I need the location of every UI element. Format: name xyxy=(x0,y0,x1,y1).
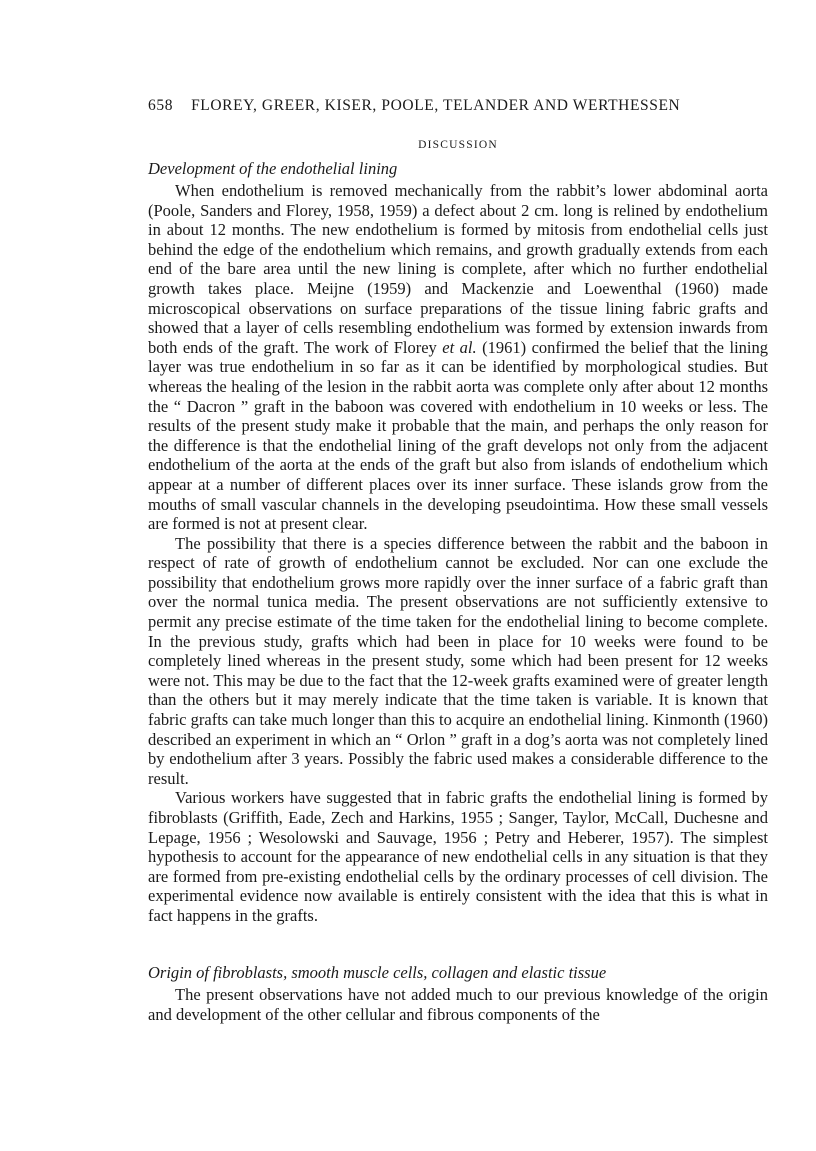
author-list: FLOREY, GREER, KISER, POOLE, TELANDER AND WERTHESSEN xyxy=(191,97,681,114)
paragraph-4: The present observations have not added much to our previous knowledge of the origin and development of the other cellular and fibrous components of the xyxy=(148,985,768,1024)
paragraph-3: Various workers have suggested that in fabric grafts the endothelial lining is formed by fibroblasts (Griffith, Eade, Zech and Harkins, 1955 ; Sanger, Taylor, McCall, Duchesne and Lepage, 1956 ; Wesolowski and Sauvage, 1956 ; Petry and Heberer, 1957). The simplest hypothesis to account for the appearance of new endothelial cells in any situation is that they are formed from pre-existing endothelial cells by the ordinary processes of cell division. The experimental evidence now available is entirely consistent with the idea that this is what in fact happens in the grafts. xyxy=(148,788,768,925)
paragraph-1 xyxy=(148,181,768,534)
subsection-heading-endothelial-lining: Development of the endothelial lining xyxy=(148,159,398,178)
section-title: DISCUSSION xyxy=(418,139,498,151)
body-text-block-2 xyxy=(148,985,768,1024)
subsection-heading-origin-fibroblasts: Origin of fibroblasts, smooth muscle cells, collagen and elastic tissue xyxy=(148,963,607,982)
paragraph-1-text-b: (1961) confirmed the belief that the lining layer was true endothelium in so far as it can be identified by morphological studies. But whereas the healing of the lesion in the rabbit aorta was complete only after about 12 months the “ Dacron ” graft in the baboon was covered with endothelium in 10 weeks or less. The results of the present study make it probable that the main, and perhaps the only reason for the difference is that the endothelial lining of the graft develops not only from the adjacent endothelium of the aorta at the ends of the graft but also from islands of endothelium which appear at a number of different places over its inner surface. These islands grow from the mouths of small vascular channels in the developing pseudointima. How these small vessels are formed is not at present clear. xyxy=(148,337,768,534)
running-head xyxy=(148,97,768,115)
paragraph-1-et-al: et al. xyxy=(442,337,477,357)
body-text-block-1 xyxy=(148,181,768,926)
page-number: 658 xyxy=(148,97,174,114)
paragraph-1-text-a: When endothelium is removed mechanically from the rabbit’s lower abdominal aorta (Poole, Sanders and Florey, 1958, 1959) a defect about 2 cm. long is relined by endothelium in about 12 months. The new endothelium is formed by mitosis from endothelial cells just behind the edge of the endothelium which remains, and growth gradually extends from each end of the bare area until the new lining is complete, after which no further endothelial growth takes place. Meijne (1959) and Mackenzie and Loewenthal (1960) made microscopical observations on surface preparations of the tissue lining fabric grafts and showed that a layer of cells resembling endothelium was formed by extension inwards from both ends of the graft. The work of Florey xyxy=(148,181,768,357)
paragraph-2: The possibility that there is a species difference between the rabbit and the baboon in respect of rate of growth of endothelium cannot be excluded. Nor can one exclude the possibility that endothelium grows more rapidly over the inner surface of a fabric graft than over the normal tunica media. The present observations are not sufficiently extensive to permit any precise estimate of the time taken for the endothelial lining to become complete. In the previous study, grafts which had been in place for 10 weeks were found to be completely lined whereas in the present study, some which had been present for 12 weeks were not. This may be due to the fact that the 12-week grafts examined were of greater length than the others but it may merely indicate that the time taken is variable. It is known that fabric grafts can take much longer than this to acquire an endothelial lining. Kinmonth (1960) described an experiment in which an “ Orlon ” graft in a dog’s aorta was not completely lined by endothelium after 3 years. Possibly the fabric used makes a considerable difference to the result. xyxy=(148,533,768,788)
